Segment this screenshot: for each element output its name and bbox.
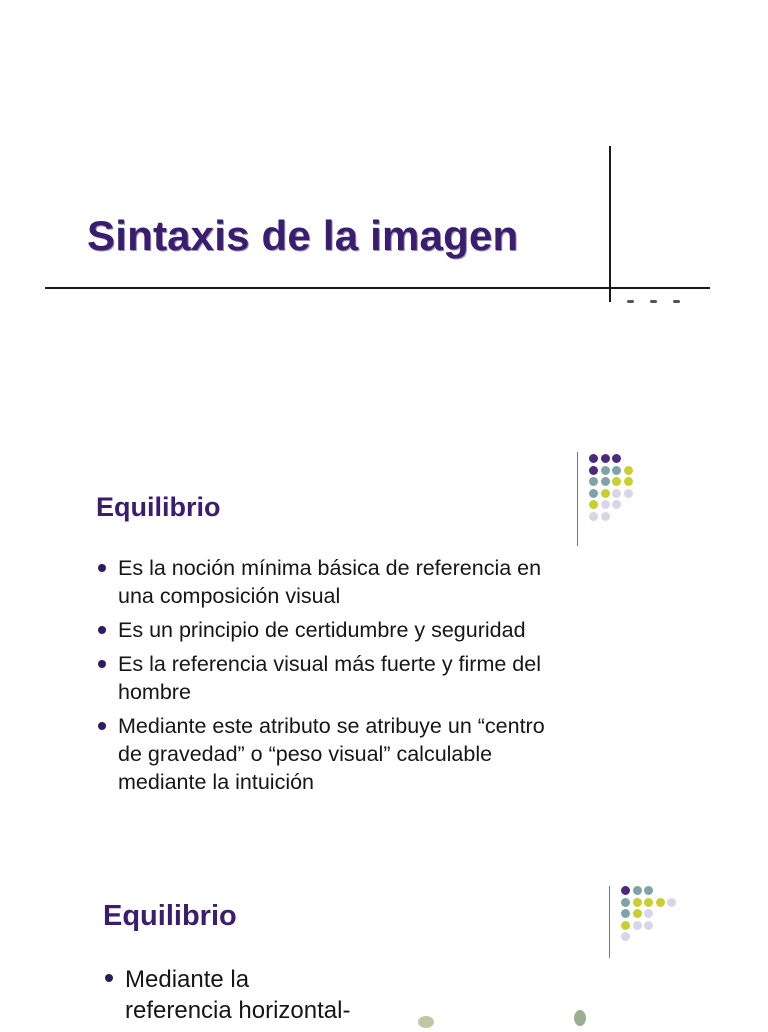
decor-dot: [624, 489, 633, 498]
decor-dot: [612, 454, 621, 463]
section-heading: Equilibrio: [96, 492, 221, 522]
bullet-item: [96, 554, 636, 610]
bullet-dot-icon: [98, 564, 106, 572]
decor-dot: [601, 466, 610, 475]
bullet-item: [103, 964, 423, 1026]
decor-dot: [601, 500, 610, 509]
bullet-text-line: una composición visual: [118, 584, 341, 608]
decor-dot: [601, 512, 610, 521]
bullet-text-line: Mediante la: [125, 966, 250, 993]
decor-dot: [621, 909, 630, 918]
decor-dot: [656, 898, 665, 907]
title-vertical-rule: [609, 146, 611, 302]
decor-dot: [612, 489, 621, 498]
section-heading: Equilibrio: [103, 900, 237, 932]
bullet-item: [96, 616, 636, 644]
decor-dot: [601, 489, 610, 498]
decor-dot: [624, 466, 633, 475]
decor-dot: [633, 921, 642, 930]
bullet-text-line: Es un principio de certidumbre y seguridad: [118, 618, 526, 642]
decor-dot: [644, 886, 653, 895]
decor-dot: [589, 466, 598, 475]
bullet-list: [96, 554, 636, 802]
bullet-text-line: hombre: [118, 680, 191, 704]
title-slide: [0, 0, 768, 330]
decor-dot: [644, 898, 653, 907]
decor-dot: [601, 477, 610, 486]
decor-dot: [633, 909, 642, 918]
decor-dot: [633, 898, 642, 907]
bullet-list: [103, 964, 423, 1032]
slide-title: Sintaxis de la imagen: [87, 212, 519, 259]
decor-dot: [621, 886, 630, 895]
decor-dot: [589, 477, 598, 486]
bullet-text-line: Es la noción mínima básica de referencia en: [118, 556, 542, 580]
bullet-dot-icon: [98, 660, 106, 668]
decor-dot: [612, 466, 621, 475]
decor-dot: [621, 921, 630, 930]
decor-dot: [612, 477, 621, 486]
decor-dot: [589, 489, 598, 498]
decor-dot: [624, 477, 633, 486]
decor-dot: [589, 512, 598, 521]
decor-dot: [644, 909, 653, 918]
decor-dot: [621, 932, 630, 941]
content-slide-1: [0, 440, 768, 820]
decor-dot-3: [673, 300, 680, 303]
decor-dot: [589, 454, 598, 463]
bullet-text-line: Es la referencia visual más fuerte y firme del: [118, 652, 541, 676]
bullet-dot-icon: [105, 974, 113, 982]
decor-dot-2: [650, 300, 657, 303]
decor-dot: [667, 898, 676, 907]
decor-dot: [589, 500, 598, 509]
illustration-fragment-left: [418, 1016, 434, 1028]
decor-dot: [601, 454, 610, 463]
header-divider: [609, 886, 610, 958]
bullet-dot-icon: [98, 722, 106, 730]
bullet-text-line: de gravedad” o “peso visual” calculable: [118, 742, 493, 766]
bullet-text-line: Mediante este atributo se atribuye un “centro: [118, 714, 545, 738]
decor-dot: [633, 886, 642, 895]
decor-dot-1: [627, 300, 634, 303]
header-divider: [577, 452, 578, 546]
bullet-text-line: mediante la intuición: [118, 770, 315, 794]
content-slide-2: [0, 870, 768, 1024]
bullet-dot-icon: [98, 626, 106, 634]
decor-dot: [612, 500, 621, 509]
decor-dot: [644, 921, 653, 930]
bullet-item: [96, 650, 636, 706]
decor-dot: [621, 898, 630, 907]
bullet-item: [96, 712, 636, 796]
bullet-text-line: referencia horizontal-: [125, 997, 351, 1024]
